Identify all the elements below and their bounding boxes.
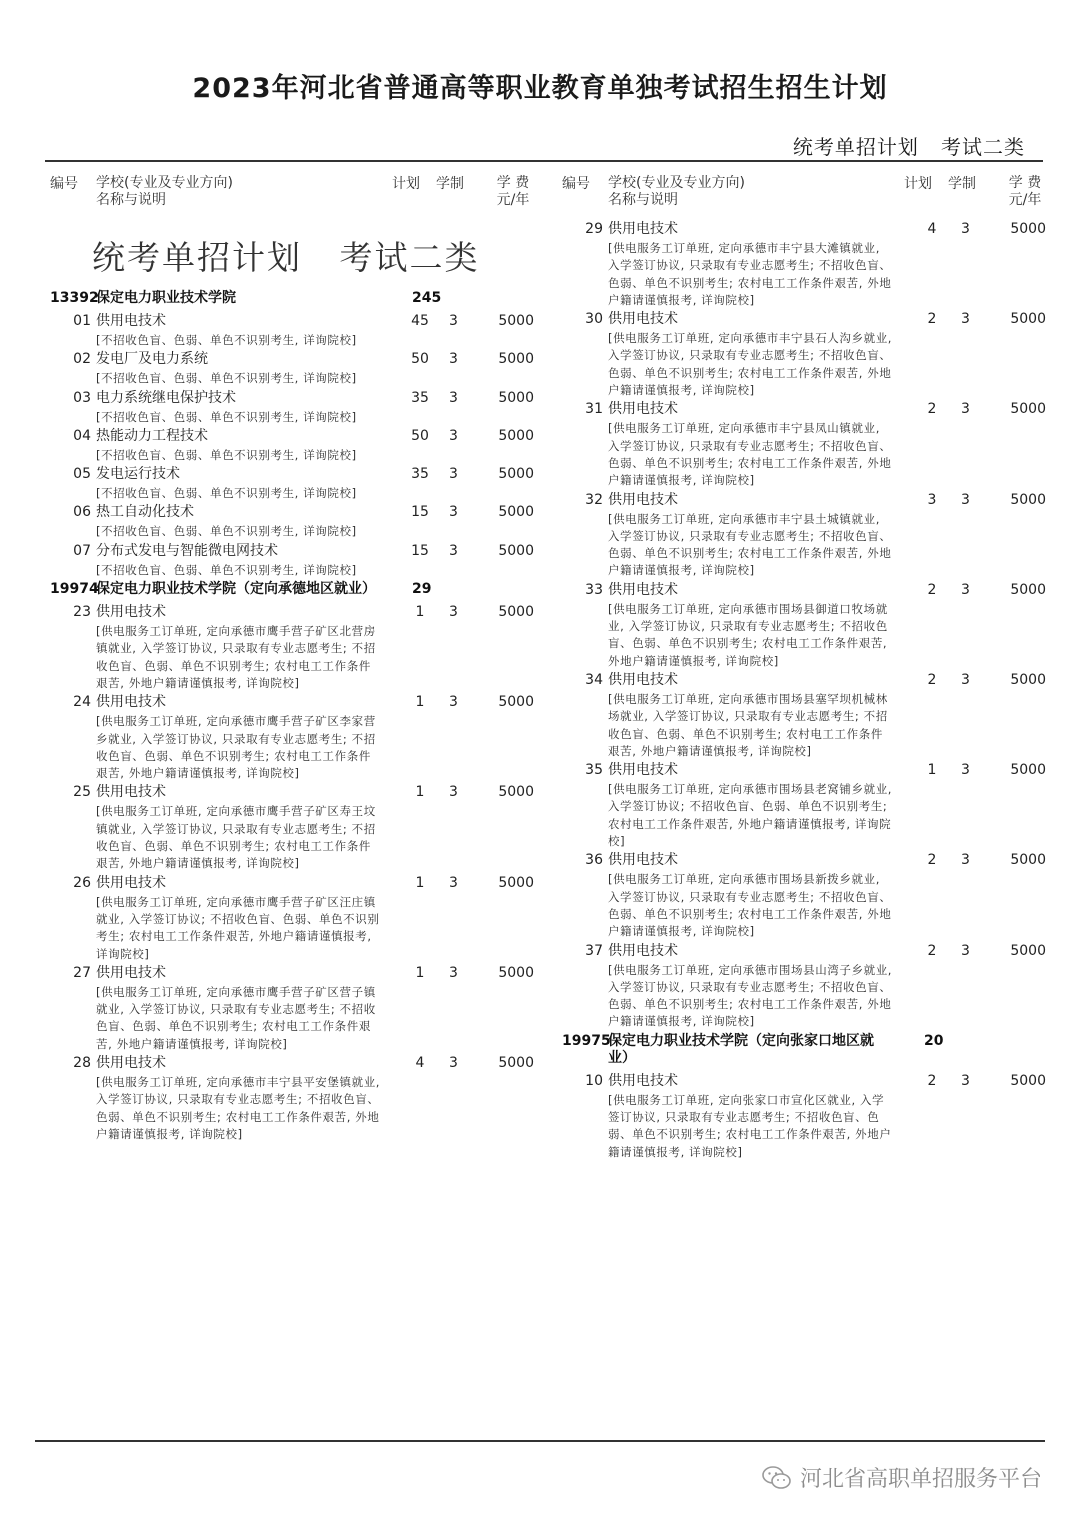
major-plan: 2	[927, 852, 937, 869]
major-duration: 3	[449, 313, 458, 329]
major-plan: 4	[415, 1055, 425, 1072]
school-row	[50, 290, 540, 307]
major-note: [供电服务工订单班, 定向承德市丰宁县土城镇就业, 入学签订协议, 只录取有专业志愿考生; 不招收色盲、色弱、单色不识别考生; 农村电工工作条件艰苦, 外地户籍请谨慎报考, 详询院校]	[608, 511, 892, 578]
major-item	[50, 603, 540, 692]
major-item	[50, 1054, 540, 1143]
major-duration: 3	[449, 694, 458, 711]
major-number: 06	[73, 504, 91, 521]
major-item-header	[50, 874, 540, 894]
major-number: 27	[73, 964, 91, 981]
major-number: 26	[73, 874, 91, 891]
major-name: 供用电技术	[608, 852, 678, 869]
watermark-text: 河北省高职单招服务平台	[799, 1467, 1042, 1492]
major-plan: 50	[411, 427, 429, 444]
major-note: [不招收色盲、色弱、单色不识别考生, 详询院校]	[96, 333, 357, 347]
right-column	[562, 172, 1052, 1162]
major-number: 29	[585, 221, 603, 237]
major-note: [不招收色盲、色弱、单色不识别考生, 详询院校]	[96, 562, 357, 577]
major-item-header	[562, 491, 1052, 511]
major-item-header	[50, 964, 540, 984]
major-item	[50, 964, 540, 1053]
major-plan: 1	[415, 694, 425, 711]
header-code: 编号	[50, 176, 78, 192]
major-duration: 3	[449, 784, 458, 801]
header-code: 编号	[562, 176, 590, 192]
major-item	[562, 1072, 1052, 1161]
header-plan: 计划	[392, 176, 420, 192]
major-duration: 3	[961, 581, 970, 598]
major-duration: 3	[961, 762, 970, 779]
major-number: 37	[585, 942, 603, 959]
header-fee: 学 费 元/年	[496, 175, 530, 208]
major-number: 03	[73, 389, 91, 406]
major-item	[50, 783, 540, 872]
major-duration: 3	[961, 671, 970, 688]
major-name: 供用电技术	[608, 942, 678, 959]
major-item-header	[562, 761, 1052, 781]
major-item-header	[50, 389, 540, 409]
column-header	[562, 172, 1052, 220]
major-plan: 1	[415, 874, 425, 891]
major-number: 02	[73, 351, 91, 368]
major-note: [供电服务工订单班, 定向承德市鹰手营子矿区寿王坟镇就业, 入学签订协议, 只录取有专业志愿考生; 不招收色盲、色弱、单色不识别考生; 农村电工工作条件艰苦, 外地户籍请谨慎报考, 详询院校]	[96, 804, 376, 871]
major-name: 供用电技术	[96, 1055, 166, 1072]
major-fee: 5000	[1010, 581, 1046, 598]
major-note: [供电服务工订单班, 定向承德市围场县御道口牧场就业, 入学签订协议, 只录取有专业志愿考生; 不招收色盲、色弱、单色不识别考生; 农村电工工作条件艰苦, 外地户籍请谨慎报考, 详询院校]	[608, 601, 888, 668]
major-number: 04	[73, 427, 91, 444]
major-fee: 5000	[498, 874, 534, 891]
major-name: 供用电技术	[96, 964, 166, 981]
major-plan: 2	[927, 942, 937, 959]
major-note: [供电服务工订单班, 定向承德市鹰手营子矿区汪庄镇就业, 入学签订协议; 不招收色盲、色弱、单色不识别考生; 农村电工工作条件艰苦, 外地户籍请谨慎报考, 详询院校]	[96, 894, 380, 961]
major-item	[50, 465, 540, 502]
major-item	[562, 851, 1052, 940]
major-note: [供电服务工订单班, 定向承德市鹰手营子矿区北营房镇就业, 入学签订协议, 只录取有专业志愿考生; 不招收色盲、色弱、单色不识别考生; 农村电工工作条件艰苦, 外地户籍请谨慎报考, 详询院校]	[96, 624, 376, 690]
major-item-header	[562, 310, 1052, 330]
major-plan: 50	[411, 351, 429, 368]
major-name: 热能动力工程技术	[96, 427, 208, 444]
major-note: [不招收色盲、色弱、单色不识别考生, 详询院校]	[96, 371, 357, 386]
major-number: 33	[585, 581, 603, 598]
school-code: 19975	[562, 1032, 611, 1049]
major-fee: 5000	[1010, 852, 1046, 869]
major-duration: 3	[449, 542, 458, 559]
major-plan: 35	[411, 389, 429, 406]
major-fee: 5000	[1010, 671, 1046, 688]
major-fee: 5000	[1010, 401, 1046, 418]
top-divider	[45, 160, 1043, 162]
bottom-divider	[35, 1440, 1045, 1442]
school-plan-total: 29	[412, 581, 432, 598]
major-fee: 5000	[498, 1055, 534, 1072]
major-item	[562, 761, 1052, 850]
major-item	[562, 671, 1052, 760]
major-item	[50, 350, 540, 387]
major-item-header	[50, 427, 540, 447]
major-item-header	[562, 400, 1052, 420]
major-name: 供用电技术	[608, 311, 678, 328]
major-number: 35	[585, 762, 603, 779]
major-item	[50, 874, 540, 963]
major-item	[50, 542, 540, 579]
major-item-header	[562, 851, 1052, 871]
major-name: 分布式发电与智能微电网技术	[96, 542, 278, 559]
major-note: [不招收色盲、色弱、单色不识别考生, 详询院校]	[96, 524, 357, 539]
major-item-header	[50, 1054, 540, 1074]
major-item-header	[50, 312, 540, 332]
major-number: 05	[73, 466, 91, 483]
major-number: 28	[73, 1055, 91, 1072]
major-name: 供用电技术	[96, 784, 166, 801]
major-note: [供电服务工订单班, 定向承德市丰宁县大滩镇就业, 入学签订协议, 只录取有专业志愿考生; 不招收色盲、色弱、单色不识别考生; 农村电工工作条件艰苦, 外地户籍请谨慎报考, 详询院校]	[608, 241, 892, 307]
major-plan: 35	[411, 466, 429, 483]
major-duration: 3	[449, 1055, 458, 1072]
header-name: 学校(专业及专业方向) 名称与说明	[608, 175, 745, 208]
major-note: [供电服务工订单班, 定向承德市围场县塞罕坝机械林场就业, 入学签订协议, 只录取有专业志愿考生; 不招收色盲、色弱、单色不识别考生; 农村电工工作条件艰苦, 外地户籍请谨慎报考, 详询院校]	[608, 691, 888, 758]
major-plan: 1	[415, 964, 425, 981]
page-subtitle: 统考单招计划 考试二类	[792, 135, 1025, 159]
major-name: 供用电技术	[96, 874, 166, 891]
major-plan: 1	[415, 784, 425, 801]
major-plan: 2	[927, 1072, 937, 1089]
major-item	[562, 581, 1052, 670]
major-note: [不招收色盲、色弱、单色不识别考生, 详询院校]	[96, 447, 357, 462]
major-duration: 3	[961, 1072, 970, 1089]
major-fee: 5000	[498, 504, 534, 521]
major-fee: 5000	[498, 389, 534, 406]
major-fee: 5000	[1010, 221, 1046, 237]
major-duration: 3	[961, 311, 970, 328]
major-item-header	[50, 603, 540, 623]
major-duration: 3	[449, 466, 458, 483]
major-item-header	[562, 1072, 1052, 1092]
major-name: 供用电技术	[608, 401, 678, 418]
major-fee: 5000	[498, 784, 534, 801]
major-item-header	[562, 220, 1052, 240]
major-number: 25	[73, 784, 91, 801]
major-item-header	[50, 465, 540, 485]
major-name: 供用电技术	[608, 1072, 678, 1089]
major-number: 34	[585, 671, 603, 688]
school-plan-total: 20	[924, 1032, 944, 1049]
major-note: [供电服务工订单班, 定向承德市鹰手营子矿区营子镇就业, 入学签订协议, 只录取有专业志愿考生; 不招收色盲、色弱、单色不识别考生; 农村电工工作条件艰苦, 外地户籍请谨慎报考, 详询院校]	[96, 984, 376, 1051]
major-name: 供用电技术	[96, 694, 166, 711]
major-plan: 1	[415, 604, 425, 621]
major-name: 供用电技术	[608, 491, 678, 508]
column-header	[50, 172, 540, 220]
major-fee: 5000	[1010, 942, 1046, 959]
major-note: [供电服务工订单班, 定向承德市鹰手营子矿区李家营乡就业, 入学签订协议, 只录取有专业志愿考生; 不招收色盲、色弱、单色不识别考生; 农村电工工作条件艰苦, 外地户籍请谨慎报考, 详询院校]	[96, 714, 376, 781]
major-note: [供电服务工订单班, 定向承德市围场县新拨乡就业, 入学签订协议, 只录取有专业志愿考生; 不招收色盲、色弱、单色不识别考生; 农村电工工作条件艰苦, 外地户籍请谨慎报考, 详询院校]	[608, 872, 892, 939]
header-name: 学校(专业及专业方向) 名称与说明	[96, 175, 233, 208]
major-duration: 3	[449, 874, 458, 891]
school-row	[50, 581, 540, 598]
major-duration: 3	[449, 964, 458, 981]
major-fee: 5000	[498, 427, 534, 444]
major-fee: 5000	[498, 694, 534, 711]
major-number: 07	[73, 542, 91, 559]
school-name: 保定电力职业技术学院	[96, 290, 236, 306]
major-note: [供电服务工订单班, 定向承德市丰宁县平安堡镇就业, 入学签订协议, 只录取有专业志愿考生; 不招收色盲、色弱、单色不识别考生; 农村电工工作条件艰苦, 外地户籍请谨慎报考, 详询院校]	[96, 1075, 381, 1141]
page-title: 2023年河北省普通高等职业教育单独考试招生招生计划	[192, 73, 888, 104]
major-duration: 3	[961, 491, 970, 508]
major-duration: 3	[449, 504, 458, 521]
major-fee: 5000	[498, 542, 534, 559]
major-fee: 5000	[498, 466, 534, 483]
major-note: [供电服务工订单班, 定向张家口市宣化区就业, 入学签订协议, 只录取有专业志愿考生; 不招收色盲、色弱、单色不识别考生; 农村电工工作条件艰苦, 外地户籍请谨慎报考, 详询院校]	[608, 1092, 892, 1159]
major-number: 31	[585, 401, 603, 418]
major-item-header	[562, 942, 1052, 962]
major-plan: 4	[927, 221, 937, 237]
major-plan: 15	[411, 504, 429, 521]
major-item-header	[50, 783, 540, 803]
major-note: [不招收色盲、色弱、单色不识别考生, 详询院校]	[96, 409, 357, 424]
left-entries	[50, 290, 540, 1143]
major-number: 32	[585, 491, 603, 508]
major-number: 24	[73, 694, 91, 711]
major-item	[562, 220, 1052, 309]
major-item	[50, 427, 540, 464]
major-fee: 5000	[498, 604, 534, 621]
major-number: 01	[73, 313, 91, 329]
major-note: [供电服务工订单班, 定向承德市丰宁县石人沟乡就业, 入学签订协议, 只录取有专业志愿考生; 不招收色盲、色弱、单色不识别考生; 农村电工工作条件艰苦, 外地户籍请谨慎报考, 详询院校]	[608, 331, 893, 398]
major-plan: 45	[411, 313, 429, 329]
major-number: 23	[73, 604, 91, 621]
major-plan: 2	[927, 581, 937, 598]
major-fee: 5000	[498, 351, 534, 368]
major-plan: 15	[411, 542, 429, 559]
major-note: [不招收色盲、色弱、单色不识别考生, 详询院校]	[96, 486, 357, 501]
major-duration: 3	[961, 401, 970, 418]
major-item-header	[50, 542, 540, 562]
major-item	[562, 400, 1052, 489]
major-duration: 3	[449, 427, 458, 444]
major-plan: 1	[927, 762, 937, 779]
section-title: 统考单招计划 考试二类	[92, 238, 480, 277]
major-note: [供电服务工订单班, 定向承德市围场县老窝铺乡就业, 入学签订协议; 不招收色盲、色弱、单色不识别考生; 农村电工工作条件艰苦, 外地户籍请谨慎报考, 详询院校]	[608, 782, 893, 849]
major-plan: 2	[927, 401, 937, 418]
major-item	[562, 310, 1052, 399]
major-item-header	[562, 581, 1052, 601]
major-plan: 2	[927, 311, 937, 328]
major-item	[50, 503, 540, 540]
major-fee: 5000	[498, 964, 534, 981]
major-plan: 2	[927, 671, 937, 688]
major-note: [供电服务工订单班, 定向承德市丰宁县凤山镇就业, 入学签订协议, 只录取有专业志愿考生; 不招收色盲、色弱、单色不识别考生; 农村电工工作条件艰苦, 外地户籍请谨慎报考, 详询院校]	[608, 421, 892, 488]
major-fee: 5000	[1010, 491, 1046, 508]
school-code: 19974	[50, 581, 99, 598]
header-duration: 学制	[436, 176, 464, 192]
major-duration: 3	[961, 942, 970, 959]
header-duration: 学制	[948, 176, 976, 192]
major-note: [供电服务工订单班, 定向承德市围场县山湾子乡就业, 入学签订协议, 只录取有专业志愿考生; 不招收色盲、色弱、单色不识别考生; 农村电工工作条件艰苦, 外地户籍请谨慎报考, 详询院校]	[608, 962, 893, 1029]
major-item-header	[50, 693, 540, 713]
major-duration: 3	[449, 351, 458, 368]
major-name: 供用电技术	[608, 762, 678, 779]
major-item	[562, 491, 1052, 580]
school-name: 保定电力职业技术学院（定向承德地区就业）	[96, 581, 376, 598]
right-entries	[562, 220, 1052, 1161]
major-item-header	[562, 671, 1052, 691]
watermark	[762, 1462, 1042, 1493]
major-fee: 5000	[1010, 762, 1046, 779]
left-column	[50, 172, 540, 1144]
school-row	[562, 1033, 1052, 1067]
major-number: 30	[585, 311, 603, 328]
major-name: 电力系统继电保护技术	[96, 389, 236, 406]
major-name: 供用电技术	[608, 671, 678, 688]
major-number: 10	[585, 1072, 603, 1089]
major-item-header	[50, 503, 540, 523]
major-duration: 3	[449, 389, 458, 406]
major-duration: 3	[449, 604, 458, 621]
school-plan-total: 245	[412, 290, 442, 306]
major-duration: 3	[961, 221, 970, 237]
major-item	[50, 389, 540, 426]
major-name: 热工自动化技术	[96, 504, 194, 521]
major-fee: 5000	[498, 313, 534, 329]
major-name: 供用电技术	[608, 581, 678, 598]
major-name: 发电厂及电力系统	[96, 351, 208, 368]
school-code: 13392	[50, 290, 99, 306]
major-name: 供用电技术	[608, 221, 678, 237]
major-item	[562, 942, 1052, 1031]
major-name: 供用电技术	[96, 313, 166, 329]
wechat-icon	[762, 1465, 792, 1491]
major-fee: 5000	[1010, 1072, 1046, 1089]
major-fee: 5000	[1010, 311, 1046, 328]
school-name: 保定电力职业技术学院（定向张家口地区就业）	[608, 1032, 874, 1066]
major-plan: 3	[927, 491, 937, 508]
major-number: 36	[585, 852, 603, 869]
header-fee: 学 费 元/年	[1008, 175, 1042, 208]
major-item	[50, 312, 540, 349]
major-name: 发电运行技术	[96, 466, 180, 483]
major-name: 供用电技术	[96, 604, 166, 621]
major-duration: 3	[961, 852, 970, 869]
major-item	[50, 693, 540, 782]
major-item-header	[50, 350, 540, 370]
header-plan: 计划	[904, 176, 932, 192]
